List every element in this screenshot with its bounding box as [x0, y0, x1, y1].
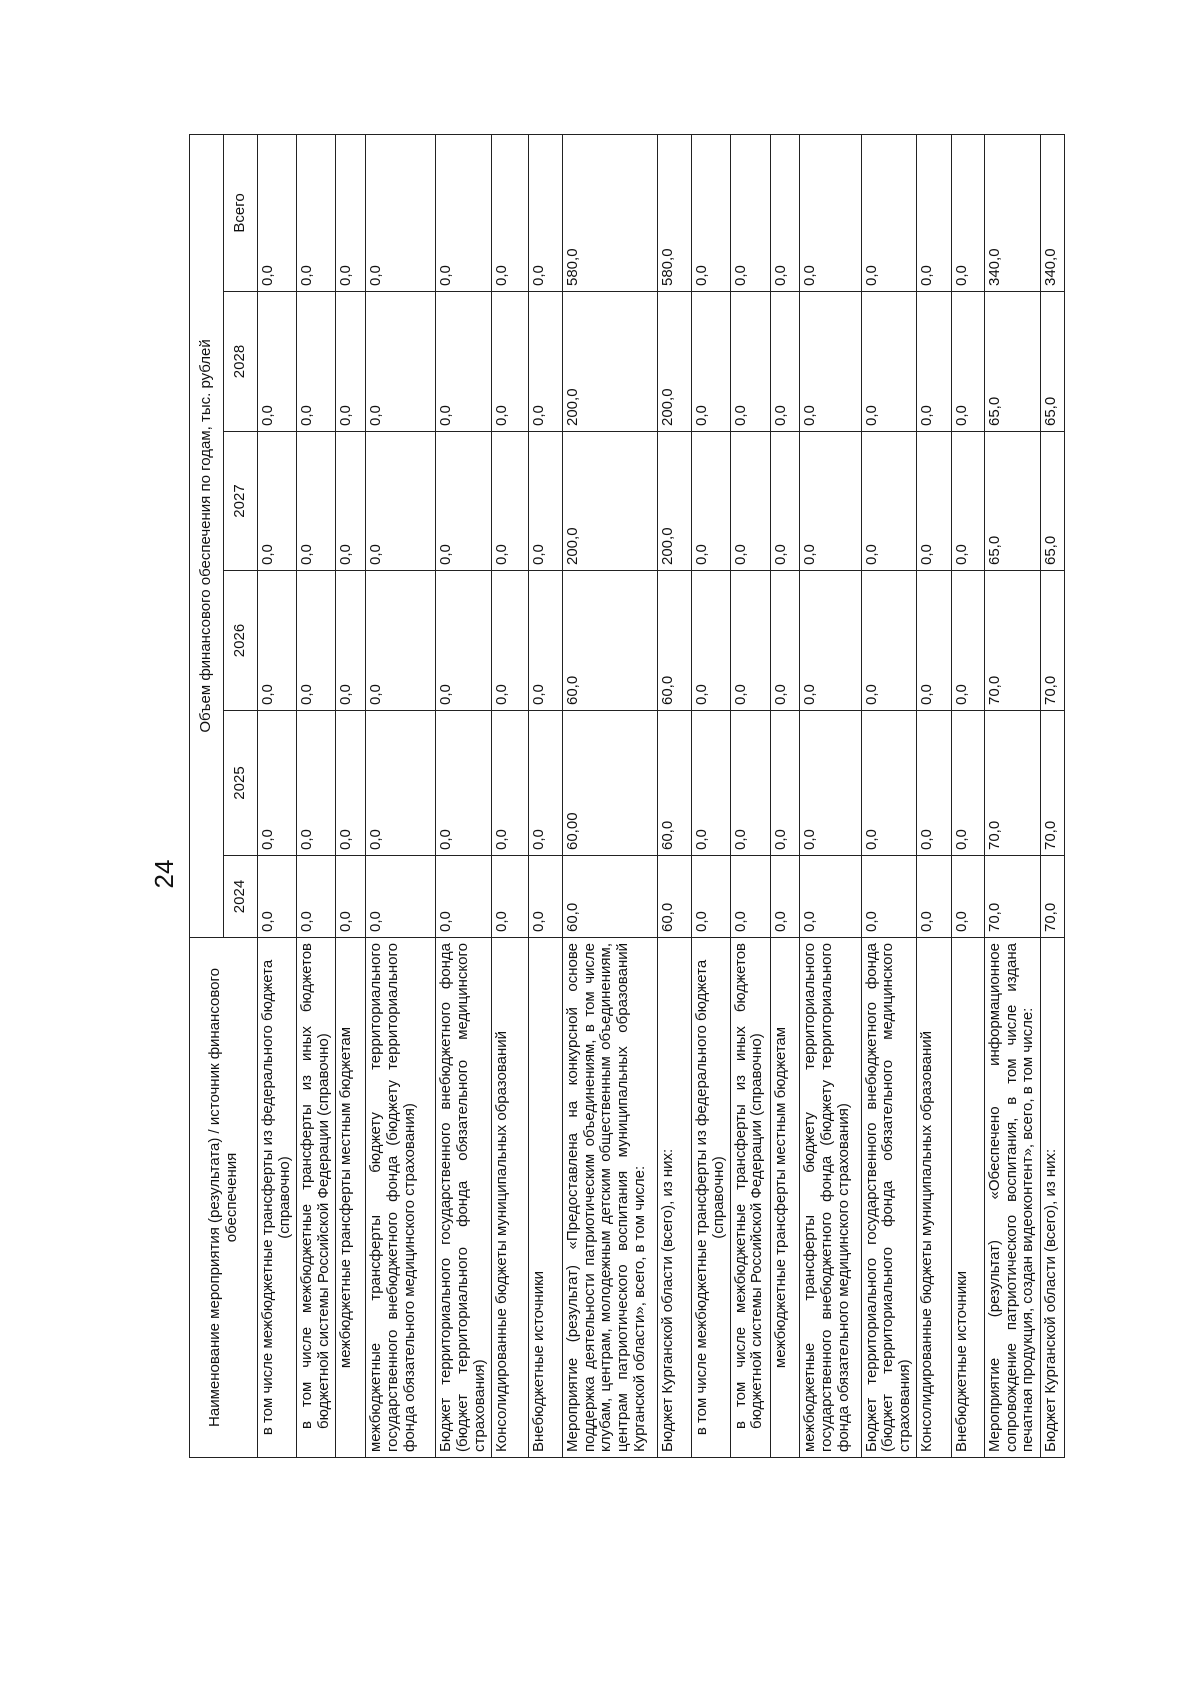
- row-value-cell: 0,0: [951, 711, 984, 856]
- row-value-cell: 0,0: [436, 571, 492, 711]
- row-value-cell: 580,0: [562, 134, 657, 291]
- row-value-cell: 580,0: [657, 134, 691, 291]
- row-value-cell: 0,0: [365, 432, 436, 571]
- row-value-cell: 0,0: [365, 571, 436, 711]
- row-value-cell: 0,0: [730, 711, 770, 856]
- row-value-cell: 70,0: [1040, 571, 1064, 711]
- financing-table: [189, 134, 1065, 1458]
- row-value-cell: 0,0: [951, 432, 984, 571]
- header-name-column: Наименование мероприятия (результата) / источник финансового обеспечения: [190, 938, 258, 1458]
- row-value-cell: 0,0: [528, 292, 562, 432]
- row-name-cell: Внебюджетные источники: [528, 938, 562, 1458]
- row-name-cell: Бюджет территориального государственного внебюджетного фонда (бюджет территориального фонда обязательного медицинского страхования): [861, 938, 917, 1458]
- header-year: 2025: [224, 711, 258, 856]
- row-value-cell: 0,0: [365, 134, 436, 291]
- row-value-cell: 0,0: [770, 134, 799, 291]
- row-name-cell: Бюджет Курганской области (всего), из них:: [1040, 938, 1064, 1458]
- row-value-cell: 70,0: [984, 571, 1040, 711]
- row-value-cell: 0,0: [800, 292, 861, 432]
- row-value-cell: 70,0: [984, 856, 1040, 938]
- row-value-cell: 0,0: [800, 711, 861, 856]
- row-value-cell: 0,0: [691, 856, 730, 938]
- row-value-cell: 0,0: [861, 711, 917, 856]
- table-row: [528, 134, 562, 1457]
- row-value-cell: 0,0: [917, 432, 951, 571]
- row-value-cell: 0,0: [492, 856, 528, 938]
- row-value-cell: 0,0: [770, 856, 799, 938]
- row-value-cell: 60,0: [657, 571, 691, 711]
- row-value-cell: 0,0: [436, 711, 492, 856]
- row-name-cell: межбюджетные трансферты местным бюджетам: [770, 938, 799, 1458]
- row-value-cell: 200,0: [562, 432, 657, 571]
- row-value-cell: 0,0: [951, 134, 984, 291]
- row-value-cell: 0,0: [296, 292, 335, 432]
- row-value-cell: 0,0: [258, 571, 297, 711]
- row-value-cell: 0,0: [691, 134, 730, 291]
- table-row: [657, 134, 691, 1457]
- row-value-cell: 0,0: [492, 711, 528, 856]
- row-value-cell: 0,0: [365, 292, 436, 432]
- row-name-cell: в том числе межбюджетные трансферты из федерального бюджета (справочно): [258, 938, 297, 1458]
- row-value-cell: 0,0: [335, 292, 365, 432]
- row-value-cell: 0,0: [770, 292, 799, 432]
- row-value-cell: 0,0: [770, 711, 799, 856]
- header-year: 2026: [224, 571, 258, 711]
- row-value-cell: 65,0: [984, 432, 1040, 571]
- row-value-cell: 0,0: [770, 571, 799, 711]
- header-volume-group: Объем финансового обеспечения по годам, тыс. рублей: [190, 134, 224, 937]
- row-value-cell: 0,0: [861, 292, 917, 432]
- header-total: Всего: [224, 134, 258, 291]
- row-value-cell: 0,0: [770, 432, 799, 571]
- row-value-cell: 0,0: [917, 134, 951, 291]
- row-value-cell: 0,0: [258, 292, 297, 432]
- table-row: [730, 134, 770, 1457]
- row-value-cell: 0,0: [691, 571, 730, 711]
- row-value-cell: 340,0: [1040, 134, 1064, 291]
- header-year: 2027: [224, 432, 258, 571]
- row-value-cell: 0,0: [258, 134, 297, 291]
- row-name-cell: в том числе межбюджетные трансферты из иных бюджетов бюджетной системы Российской Федерации (справочно): [730, 938, 770, 1458]
- header-year: 2024: [224, 856, 258, 938]
- row-value-cell: 0,0: [800, 856, 861, 938]
- row-name-cell: Мероприятие (результат) «Обеспечено информационное сопровождение патриотического воспитания, в том числе издана печатная продукция, создан видеоконтент», всего, в том числе:: [984, 938, 1040, 1458]
- row-value-cell: 0,0: [436, 134, 492, 291]
- table-row: [296, 134, 335, 1457]
- row-value-cell: 0,0: [335, 711, 365, 856]
- row-value-cell: 60,0: [562, 571, 657, 711]
- table-row: [335, 134, 365, 1457]
- page-number: 24: [149, 859, 179, 889]
- row-value-cell: 200,0: [657, 292, 691, 432]
- row-value-cell: 0,0: [528, 571, 562, 711]
- row-name-cell: Консолидированные бюджеты муниципальных образований: [917, 938, 951, 1458]
- row-name-cell: в том числе межбюджетные трансферты из федерального бюджета (справочно): [691, 938, 730, 1458]
- row-value-cell: 0,0: [800, 432, 861, 571]
- row-value-cell: 0,0: [691, 432, 730, 571]
- row-value-cell: 0,0: [730, 292, 770, 432]
- row-name-cell: межбюджетные трансферты местным бюджетам: [335, 938, 365, 1458]
- row-value-cell: 0,0: [436, 292, 492, 432]
- row-value-cell: 0,0: [258, 711, 297, 856]
- row-name-cell: Консолидированные бюджеты муниципальных образований: [492, 938, 528, 1458]
- header-year: 2028: [224, 292, 258, 432]
- row-value-cell: 0,0: [436, 856, 492, 938]
- row-value-cell: 0,0: [861, 432, 917, 571]
- row-value-cell: 0,0: [492, 432, 528, 571]
- row-value-cell: 0,0: [492, 571, 528, 711]
- table-row: [436, 134, 492, 1457]
- row-name-cell: Мероприятие (результат) «Предоставлена на конкурсной основе поддержка деятельности патриотическим объединениям, в том числе клубам, центрам, молодежным детским общественным объединениям, центрам патриотического воспитания муниципальных образований Курганской области», всего, в том числе:: [562, 938, 657, 1458]
- row-value-cell: 0,0: [296, 711, 335, 856]
- row-value-cell: 65,0: [1040, 432, 1064, 571]
- row-value-cell: 60,0: [562, 856, 657, 938]
- row-value-cell: 0,0: [492, 292, 528, 432]
- row-value-cell: 0,0: [800, 571, 861, 711]
- row-value-cell: 0,0: [528, 134, 562, 291]
- row-value-cell: 0,0: [258, 856, 297, 938]
- row-name-cell: межбюджетные трансферты бюджету территориального государственного внебюджетного фонда (бюджету территориального фонда обязательного медицинского страхования): [365, 938, 436, 1458]
- row-value-cell: 0,0: [365, 711, 436, 856]
- row-value-cell: 0,0: [730, 571, 770, 711]
- table-row: [800, 134, 861, 1457]
- row-value-cell: 0,0: [800, 134, 861, 291]
- table-row: [984, 134, 1040, 1457]
- row-value-cell: 0,0: [861, 856, 917, 938]
- row-value-cell: 200,0: [562, 292, 657, 432]
- row-value-cell: 0,0: [951, 571, 984, 711]
- table-row: [691, 134, 730, 1457]
- row-value-cell: 65,0: [984, 292, 1040, 432]
- row-value-cell: 0,0: [917, 711, 951, 856]
- row-value-cell: 70,0: [1040, 856, 1064, 938]
- row-value-cell: 0,0: [917, 292, 951, 432]
- row-value-cell: 0,0: [691, 711, 730, 856]
- row-value-cell: 70,0: [984, 711, 1040, 856]
- row-value-cell: 0,0: [335, 432, 365, 571]
- row-value-cell: 200,0: [657, 432, 691, 571]
- table-row: [861, 134, 917, 1457]
- table-row: [770, 134, 799, 1457]
- row-value-cell: 0,0: [951, 292, 984, 432]
- row-value-cell: 60,00: [562, 711, 657, 856]
- row-value-cell: 0,0: [730, 432, 770, 571]
- row-value-cell: 0,0: [917, 856, 951, 938]
- row-value-cell: 340,0: [984, 134, 1040, 291]
- row-value-cell: 60,0: [657, 856, 691, 938]
- row-value-cell: 0,0: [730, 856, 770, 938]
- table-row: [917, 134, 951, 1457]
- row-value-cell: 0,0: [436, 432, 492, 571]
- row-value-cell: 0,0: [296, 571, 335, 711]
- row-value-cell: 0,0: [691, 292, 730, 432]
- table-body: [258, 134, 1065, 1457]
- table-row: [258, 134, 297, 1457]
- row-value-cell: 0,0: [730, 134, 770, 291]
- row-value-cell: 0,0: [528, 856, 562, 938]
- row-value-cell: 0,0: [861, 134, 917, 291]
- row-value-cell: 60,0: [657, 711, 691, 856]
- row-name-cell: в том числе межбюджетные трансферты из иных бюджетов бюджетной системы Российской Федерации (справочно): [296, 938, 335, 1458]
- row-value-cell: 0,0: [258, 432, 297, 571]
- row-name-cell: межбюджетные трансферты бюджету территориального государственного внебюджетного фонда (бюджету территориального фонда обязательного медицинского страхования): [800, 938, 861, 1458]
- table-row: [365, 134, 436, 1457]
- row-value-cell: 0,0: [492, 134, 528, 291]
- row-value-cell: 0,0: [335, 134, 365, 291]
- row-name-cell: Бюджет территориального государственного внебюджетного фонда (бюджет территориального фонда обязательного медицинского страхования): [436, 938, 492, 1458]
- row-value-cell: 0,0: [335, 856, 365, 938]
- table-row: [1040, 134, 1064, 1457]
- row-name-cell: Внебюджетные источники: [951, 938, 984, 1458]
- row-value-cell: 0,0: [296, 856, 335, 938]
- row-value-cell: 0,0: [528, 432, 562, 571]
- table-row: [951, 134, 984, 1457]
- row-value-cell: 0,0: [861, 571, 917, 711]
- row-name-cell: Бюджет Курганской области (всего), из них:: [657, 938, 691, 1458]
- row-value-cell: 0,0: [951, 856, 984, 938]
- row-value-cell: 70,0: [1040, 711, 1064, 856]
- row-value-cell: 0,0: [335, 571, 365, 711]
- rotated-table-wrapper: [189, 135, 1065, 1458]
- row-value-cell: 0,0: [917, 571, 951, 711]
- table-row: [492, 134, 528, 1457]
- row-value-cell: 0,0: [296, 134, 335, 291]
- row-value-cell: 0,0: [296, 432, 335, 571]
- row-value-cell: 65,0: [1040, 292, 1064, 432]
- row-value-cell: 0,0: [365, 856, 436, 938]
- table-row: [562, 134, 657, 1457]
- row-value-cell: 0,0: [528, 711, 562, 856]
